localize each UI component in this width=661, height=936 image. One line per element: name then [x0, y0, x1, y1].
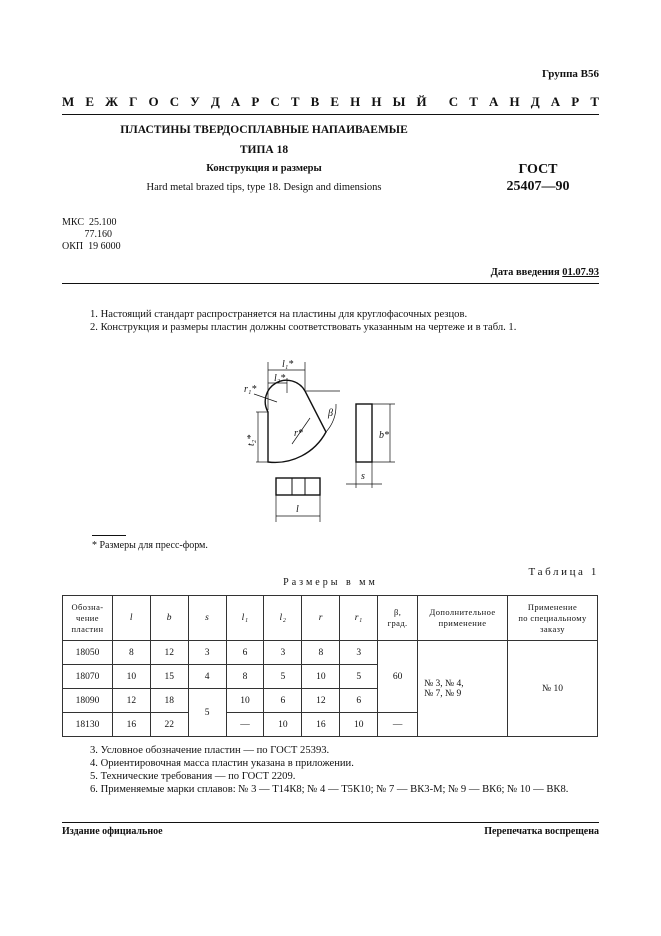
- gost-number: 25407—90: [506, 179, 570, 194]
- header-rule: [62, 114, 599, 115]
- cell-l1: 10: [226, 689, 264, 713]
- cell-b: 15: [150, 665, 188, 689]
- heading-letter: А: [230, 94, 241, 109]
- cell-l2: 10: [264, 713, 302, 737]
- reprint-prohibited: Перепечатка воспрещена: [484, 826, 599, 837]
- heading-letter: Р: [571, 94, 580, 109]
- cell-l2: 3: [264, 641, 302, 665]
- footnote: * Размеры для пресс-форм.: [92, 540, 208, 551]
- gost-label: ГОСТ: [518, 162, 558, 177]
- heading-letter: Т: [469, 94, 478, 109]
- heading-letter: Ы: [392, 94, 406, 109]
- dim-b: b*: [379, 430, 389, 441]
- heading-letter: С: [169, 94, 180, 109]
- paragraph-2: 2. Конструкция и размеры пластин должны соответствовать указанным на чертеже и в табл. 1.: [90, 322, 517, 333]
- official-edition: Издание официальное: [62, 826, 163, 837]
- col-special: Применение по специальному заказу: [507, 596, 597, 641]
- paragraph-1: 1. Настоящий стандарт распространяется на пластины для круглофасочных резцов.: [90, 309, 468, 320]
- okp-code: ОКП 19 6000: [62, 241, 121, 252]
- heading-letter: Ж: [105, 94, 118, 109]
- cell-b: 12: [150, 641, 188, 665]
- cell-r1: 5: [340, 665, 378, 689]
- introduction-date: [491, 267, 599, 278]
- col-l2: l₂: [264, 596, 302, 641]
- title-line-3: Конструкция и размеры: [206, 163, 322, 174]
- bottom-view: [276, 478, 320, 495]
- date-label: Дата введения: [490, 267, 563, 278]
- cell-special-merged: № 10: [507, 641, 597, 737]
- dim-l: l: [296, 504, 299, 515]
- cell-extra-merged: № 3, № 4, № 7, № 9: [418, 641, 508, 737]
- cell-b: 22: [150, 713, 188, 737]
- table-header-row: [63, 596, 598, 641]
- heading-letter: У: [190, 94, 200, 109]
- tip-drawing: [230, 352, 410, 528]
- table-units: Размеры в мм: [283, 577, 378, 588]
- heading-letter: Й: [416, 94, 427, 109]
- col-s: s: [188, 596, 226, 641]
- heading-letter: О: [148, 94, 159, 109]
- col-r1: r₁: [340, 596, 378, 641]
- footnote-rule: [92, 535, 126, 536]
- intro-paragraphs: [62, 308, 598, 334]
- dim-beta: β: [328, 408, 333, 419]
- heading-letter: Т: [590, 94, 599, 109]
- col-designation: Обозна- чение пластин: [63, 596, 113, 641]
- tip-outline: [265, 380, 326, 462]
- heading-letter: Н: [371, 94, 382, 109]
- col-b: b: [150, 596, 188, 641]
- cell-r1: 6: [340, 689, 378, 713]
- heading-letter: С: [270, 94, 280, 109]
- classification-codes: [62, 217, 121, 253]
- cell-beta-merged: 60: [378, 641, 418, 713]
- numbered-items: [62, 744, 598, 796]
- dim-l2: l₂*: [274, 373, 286, 384]
- heading-letter: А: [550, 94, 561, 109]
- side-view: [356, 404, 372, 462]
- heading-letter: В: [310, 94, 320, 109]
- table-caption: Таблица 1: [528, 566, 599, 578]
- item-6: 6. Применяемые марки сплавов: № 3 — Т14К8; № 4 — Т5К10; № 7 — ВК3-М; № 9 — ВК6; № 10 — ВК8.: [90, 784, 569, 795]
- cell-l: 12: [112, 689, 150, 713]
- cell-beta-last: —: [378, 713, 418, 737]
- heading-letter: Е: [85, 94, 95, 109]
- title-line-1: ПЛАСТИНЫ ТВЕРДОСПЛАВНЫЕ НАПАИВАЕМЫЕ: [120, 124, 408, 136]
- heading-letter: С: [448, 94, 459, 109]
- dim-l1: l₁*: [282, 359, 294, 370]
- footer-rule: [62, 822, 599, 823]
- heading-letter: Н: [350, 94, 361, 109]
- dimensions-table: [62, 595, 598, 737]
- dim-s: s: [361, 471, 365, 482]
- item-4: 4. Ориентировочная масса пластин указана в приложении.: [90, 758, 354, 769]
- cell-r: 8: [302, 641, 340, 665]
- heading-letter: Н: [509, 94, 520, 109]
- cell-l1: 8: [226, 665, 264, 689]
- mks-code-2: 77.160: [62, 229, 112, 240]
- dim-r: r*: [294, 428, 303, 439]
- heading-letter: М: [62, 94, 75, 109]
- col-r: r: [302, 596, 340, 641]
- cell-designation: 18130: [63, 713, 113, 737]
- group-code: Группа В56: [541, 68, 599, 80]
- cell-r: 16: [302, 713, 340, 737]
- cell-r: 10: [302, 665, 340, 689]
- mks-code-1: МКС 25.100: [62, 217, 117, 228]
- cell-l: 10: [112, 665, 150, 689]
- item-3: 3. Условное обозначение пластин — по ГОСТ 25393.: [90, 745, 330, 756]
- cell-l1: 6: [226, 641, 264, 665]
- col-extra: Дополнительное применение: [418, 596, 508, 641]
- cell-designation: 18090: [63, 689, 113, 713]
- dim-r1: r₁*: [244, 384, 257, 395]
- cell-l1: —: [226, 713, 264, 737]
- cell-s: 3: [188, 641, 226, 665]
- heading-letter: Д: [530, 94, 540, 109]
- title-line-2: ТИПА 18: [239, 144, 289, 156]
- cell-l2: 5: [264, 665, 302, 689]
- cell-r1: 3: [340, 641, 378, 665]
- cell-r: 12: [302, 689, 340, 713]
- cell-s: 4: [188, 665, 226, 689]
- cell-designation: 18050: [63, 641, 113, 665]
- heading-letter: Е: [330, 94, 340, 109]
- cell-l2: 6: [264, 689, 302, 713]
- heading-letter: Г: [129, 94, 138, 109]
- heading-letter: Т: [290, 94, 300, 109]
- cell-l: 16: [112, 713, 150, 737]
- col-l1: l₁: [226, 596, 264, 641]
- heading-letter: А: [489, 94, 499, 109]
- col-l: l: [112, 596, 150, 641]
- item-5: 5. Технические требования — по ГОСТ 2209.: [90, 771, 296, 782]
- dim-t2: t₂*: [246, 434, 257, 446]
- interstate-standard-heading: [62, 94, 599, 110]
- cell-b: 18: [150, 689, 188, 713]
- heading-letter: Д: [210, 94, 220, 109]
- cell-l: 8: [112, 641, 150, 665]
- date-rule: [62, 283, 599, 284]
- col-beta: β, град.: [378, 596, 418, 641]
- cell-s-merged: 5: [188, 689, 226, 737]
- cell-r1: 10: [340, 713, 378, 737]
- date-value: 01.07.93: [562, 267, 599, 278]
- heading-letter: Р: [251, 94, 260, 109]
- table-row: [63, 641, 598, 665]
- english-title: Hard metal brazed tips, type 18. Design and dimensions: [146, 182, 382, 193]
- cell-designation: 18070: [63, 665, 113, 689]
